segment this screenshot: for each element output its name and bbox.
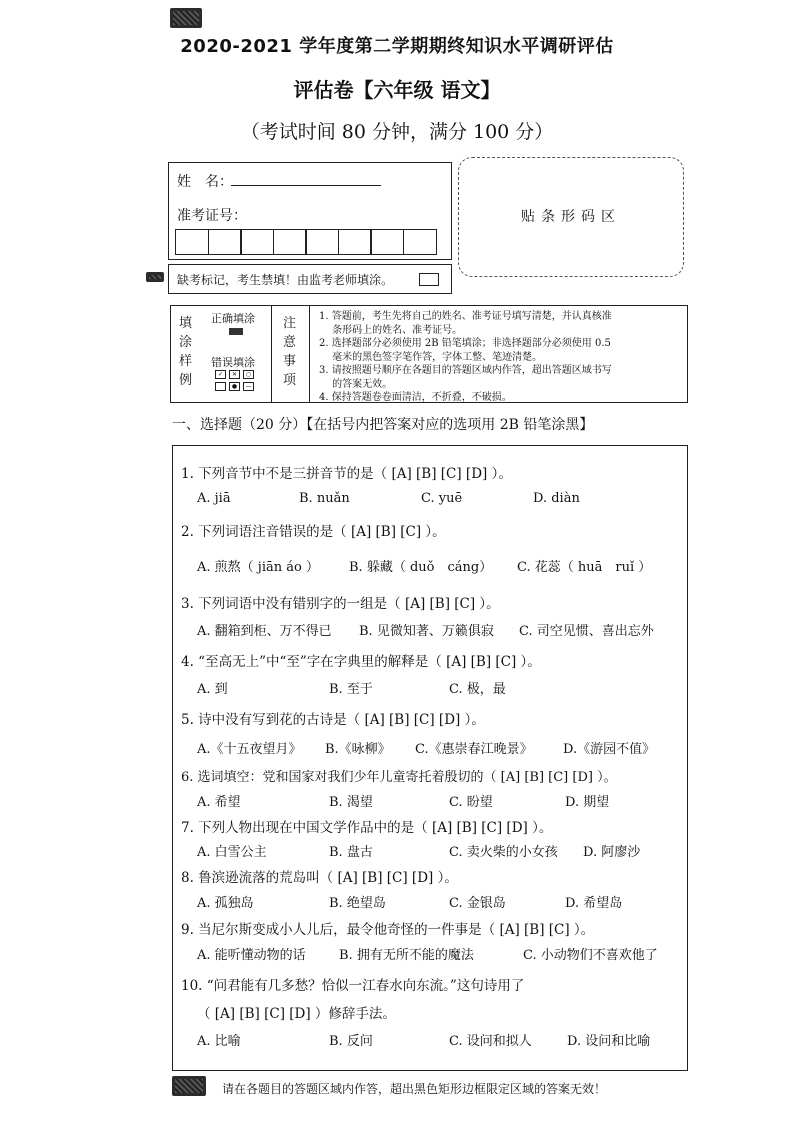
notice-line: 毫米的黑色签字笔作答，字体工整、笔迹清楚。 [319, 351, 543, 363]
question-6[interactable]: 6. 选词填空：党和国家对我们少年儿童寄托着殷切的（ [A] [B] [C] [D] ）。 [181, 770, 617, 785]
option: C. 设问和拟人 [449, 1034, 532, 1049]
absent-mark-box [168, 264, 452, 294]
answer-area [172, 445, 688, 1071]
option: C.《惠崇春江晚景》 [415, 742, 533, 757]
absent-checkbox[interactable] [419, 273, 439, 286]
option: D.《游园不值》 [563, 742, 656, 757]
wrong-fill-tick-icon: ✓ [215, 370, 226, 379]
option: D. 阿廖沙 [583, 845, 641, 860]
fill-label-char: 样 [179, 354, 193, 369]
wrong-fill-label: 错误填涂 [211, 356, 255, 369]
notice-label-char: 项 [283, 373, 297, 388]
fill-example-label [179, 314, 193, 390]
question-10[interactable]: 10. “问君能有几多愁？恰似一江春水向东流。”这句诗用了 [181, 978, 525, 994]
question-7[interactable]: 7. 下列人物出现在中国文学作品中的是（ [A] [B] [C] [D] ）。 [181, 820, 553, 836]
option: A. 比喻 [197, 1034, 241, 1049]
correct-fill-sample [229, 328, 243, 335]
footer-notice: 请在各题目的答题区域内作答，超出黑色矩形边框限定区域的答案无效！ [222, 1082, 607, 1096]
option: D. 期望 [565, 795, 610, 810]
option: D. diàn [533, 491, 580, 506]
option: C. 小动物们不喜欢他了 [523, 948, 658, 963]
notice-label-char: 意 [283, 335, 297, 350]
option: C. 卖火柴的小女孩 [449, 845, 558, 860]
option: A. 孤独岛 [197, 896, 254, 911]
question-2[interactable]: 2. 下列词语注音错误的是（ [A] [B] [C] ）。 [181, 524, 446, 540]
absent-text: 缺考标记，考生禁填！由监考老师填涂。 [177, 273, 394, 287]
notice-line: 2. 选择题部分必须使用 2B 铅笔填涂；非选择题部分必须使用 0.5 [319, 338, 611, 349]
wrong-fill-circle-icon: ○ [243, 370, 254, 379]
barcode-area [458, 157, 684, 277]
id-cell[interactable] [208, 229, 242, 255]
option: C. 花蕊（ huā ruǐ ） [517, 560, 652, 575]
exam-subtitle: 评估卷【六年级 语文】 [293, 78, 501, 102]
option: B. 躲藏（ duǒ cáng） [349, 560, 493, 575]
option: B. nuǎn [299, 491, 350, 506]
option: C. yuē [421, 491, 463, 506]
wrong-fill-dash-icon: — [243, 382, 254, 391]
id-cell[interactable] [403, 229, 437, 255]
option: C. 盼望 [449, 795, 493, 810]
notice-line: 的答案无效。 [319, 378, 393, 390]
option: B. 绝望岛 [329, 896, 386, 911]
option: A. 希望 [197, 795, 241, 810]
id-cell[interactable] [305, 229, 339, 255]
position-mark-mid [146, 272, 164, 282]
fill-label-char: 例 [179, 373, 193, 388]
notice-label-char: 注 [283, 316, 297, 331]
student-info-box [168, 162, 452, 260]
option: B.《咏柳》 [325, 742, 391, 757]
option: B. 见微知著、万籁俱寂 [359, 624, 494, 639]
wrong-fill-dot-icon: ● [229, 382, 240, 391]
notice-divider [271, 306, 272, 402]
option: A. 白雪公主 [197, 845, 267, 860]
option: C. 极，最 [449, 682, 506, 697]
id-cell[interactable] [240, 229, 274, 255]
notice-line: 条形码上的姓名、准考证号。 [319, 324, 463, 336]
id-cell[interactable] [273, 229, 307, 255]
notice-list [319, 310, 673, 405]
question-5[interactable]: 5. 诗中没有写到花的古诗是（ [A] [B] [C] [D] ）。 [181, 712, 485, 728]
section-title: 一、选择题（20 分）【在括号内把答案对应的选项用 2B 铅笔涂黑】 [172, 417, 594, 433]
id-cell[interactable] [175, 229, 209, 255]
fill-label-char: 填 [179, 316, 193, 331]
exam-title: 2020-2021 学年度第二学期期终知识水平调研评估 [180, 36, 614, 57]
fill-label-char: 涂 [179, 335, 193, 350]
notice-line: 4. 保持答题卷卷面清洁，不折叠，不破损。 [319, 392, 512, 403]
notice-line: 3. 请按照题号顺序在各题目的答题区域内作答，超出答题区域书写 [319, 365, 612, 376]
option: B. 拥有无所不能的魔法 [339, 948, 474, 963]
option: A. 翻箱到柜、万不得已 [197, 624, 332, 639]
id-cell[interactable] [338, 229, 372, 255]
position-mark-bottom [172, 1076, 206, 1096]
question-1[interactable]: 1. 下列音节中不是三拼音节的是（ [A] [B] [C] [D] ）。 [181, 466, 512, 482]
name-label: 姓 名： [177, 174, 233, 190]
position-mark-top [170, 8, 202, 28]
question-8[interactable]: 8. 鲁滨逊流落的荒岛叫（ [A] [B] [C] [D] ）。 [181, 870, 458, 886]
name-field[interactable] [231, 185, 381, 186]
wrong-fill-cross-icon: ✕ [229, 370, 240, 379]
notice-line: 1. 答题前，考生先将自己的姓名、准考证号填写清楚，并认真核准 [319, 311, 612, 322]
option: C. 司空见惯、喜出忘外 [519, 624, 654, 639]
option: A. 能听懂动物的话 [197, 948, 306, 963]
question-3[interactable]: 3. 下列词语中没有错别字的一组是（ [A] [B] [C] ）。 [181, 596, 500, 612]
option: A. 到 [197, 682, 228, 697]
option: B. 反问 [329, 1034, 373, 1049]
option: B. 至于 [329, 682, 373, 697]
wrong-fill-partial-icon [215, 382, 226, 391]
correct-fill-label: 正确填涂 [211, 312, 255, 325]
id-label: 准考证号： [177, 208, 247, 224]
question-4[interactable]: 4. “至高无上”中“至”字在字典里的解释是（ [A] [B] [C] ）。 [181, 654, 541, 670]
id-number-cells[interactable] [175, 229, 435, 255]
fill-notice-box [170, 305, 688, 403]
option: B. 渴望 [329, 795, 373, 810]
option: D. 希望岛 [565, 896, 623, 911]
notice-label [283, 314, 297, 390]
barcode-label: 贴条形码区 [521, 209, 621, 225]
id-cell[interactable] [370, 229, 404, 255]
question-10-continued[interactable]: （ [A] [B] [C] [D] ）修辞手法。 [197, 1006, 396, 1022]
option: A.《十五夜望月》 [197, 742, 302, 757]
option: B. 盘古 [329, 845, 373, 860]
exam-time-score: （考试时间 80 分钟，满分 100 分） [240, 121, 554, 143]
question-9[interactable]: 9. 当尼尔斯变成小人儿后，最令他奇怪的一件事是（ [A] [B] [C] ）。 [181, 922, 595, 938]
notice-divider [309, 306, 310, 402]
option: A. jiā [197, 491, 231, 506]
option: C. 金银岛 [449, 896, 506, 911]
option: A. 煎熬（ jiān áo ） [197, 560, 319, 575]
notice-label-char: 事 [283, 354, 297, 369]
option: D. 设问和比喻 [567, 1034, 651, 1049]
